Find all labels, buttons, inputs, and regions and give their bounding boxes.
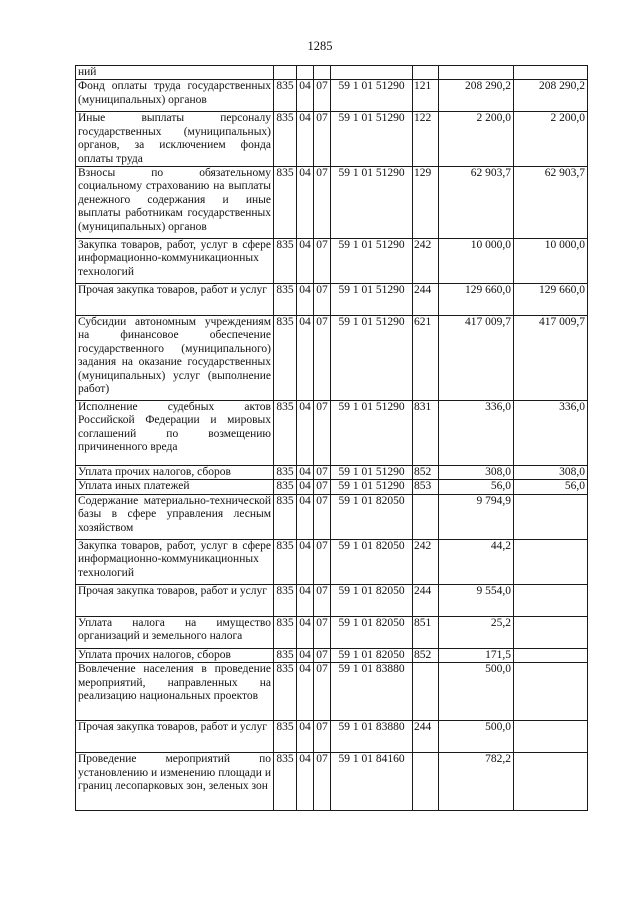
row-sum1-cell: 782,2 [439, 753, 514, 811]
row-vr-cell: 121 [413, 80, 439, 112]
row-pr-cell: 07 [314, 239, 331, 284]
row-sum2-cell [514, 648, 588, 662]
table-row [76, 663, 588, 721]
row-gr-cell [274, 66, 297, 80]
row-name-cell: Уплата прочих налогов, сборов [76, 648, 274, 662]
row-cs-cell: 59 1 01 51290 [331, 239, 413, 284]
row-name-cell: Содержание материально-технической базы в сфере управления лесным хозяйством [76, 494, 274, 539]
row-vr-cell: 129 [413, 167, 439, 239]
row-vr-cell: 244 [413, 721, 439, 753]
row-cs-cell: 59 1 01 51290 [331, 167, 413, 239]
row-pr-cell: 07 [314, 663, 331, 721]
row-rz-cell: 04 [297, 239, 314, 284]
row-sum2-cell [514, 663, 588, 721]
table-body [76, 66, 588, 811]
row-gr-cell: 835 [274, 616, 297, 648]
table-row [76, 753, 588, 811]
row-sum1-cell: 336,0 [439, 401, 514, 466]
page-number: 1285 [307, 39, 333, 53]
row-cs-cell: 59 1 01 83880 [331, 721, 413, 753]
row-rz-cell: 04 [297, 663, 314, 721]
row-rz-cell [297, 66, 314, 80]
row-sum2-cell [514, 753, 588, 811]
row-sum1-cell: 9 794,9 [439, 494, 514, 539]
table-row [76, 66, 588, 80]
row-vr-cell: 831 [413, 401, 439, 466]
row-rz-cell: 04 [297, 316, 314, 401]
row-sum2-cell [514, 66, 588, 80]
row-sum2-cell: 129 660,0 [514, 284, 588, 316]
row-sum1-cell: 62 903,7 [439, 167, 514, 239]
row-rz-cell: 04 [297, 112, 314, 167]
row-rz-cell: 04 [297, 284, 314, 316]
row-vr-cell: 851 [413, 616, 439, 648]
row-cs-cell: 59 1 01 51290 [331, 316, 413, 401]
row-gr-cell: 835 [274, 466, 297, 480]
row-rz-cell: 04 [297, 648, 314, 662]
row-cs-cell: 59 1 01 82050 [331, 616, 413, 648]
row-pr-cell: 07 [314, 284, 331, 316]
row-sum2-cell [514, 539, 588, 584]
row-vr-cell: 853 [413, 480, 439, 494]
row-vr-cell [413, 494, 439, 539]
row-name-cell: Закупка товаров, работ, услуг в сфере информационно-коммуникационных технологий [76, 539, 274, 584]
row-sum2-cell: 417 009,7 [514, 316, 588, 401]
row-gr-cell: 835 [274, 494, 297, 539]
row-sum2-cell: 56,0 [514, 480, 588, 494]
row-sum1-cell: 500,0 [439, 663, 514, 721]
row-name-cell: Уплата иных платежей [76, 480, 274, 494]
table-row [76, 721, 588, 753]
row-rz-cell: 04 [297, 167, 314, 239]
row-sum1-cell: 2 200,0 [439, 112, 514, 167]
row-name-cell: Вовлечение населения в проведение мероприятий, направленных на реализацию национальных проектов [76, 663, 274, 721]
row-pr-cell: 07 [314, 167, 331, 239]
row-rz-cell: 04 [297, 539, 314, 584]
row-pr-cell: 07 [314, 753, 331, 811]
row-name-cell: Прочая закупка товаров, работ и услуг [76, 721, 274, 753]
table-row [76, 480, 588, 494]
row-gr-cell: 835 [274, 316, 297, 401]
row-pr-cell: 07 [314, 539, 331, 584]
row-gr-cell: 835 [274, 480, 297, 494]
row-pr-cell: 07 [314, 80, 331, 112]
row-cs-cell: 59 1 01 51290 [331, 466, 413, 480]
row-gr-cell: 835 [274, 663, 297, 721]
row-sum1-cell [439, 66, 514, 80]
row-name-cell: Уплата прочих налогов, сборов [76, 466, 274, 480]
row-vr-cell: 244 [413, 284, 439, 316]
table-row [76, 316, 588, 401]
row-gr-cell: 835 [274, 80, 297, 112]
table-row [76, 466, 588, 480]
row-pr-cell: 07 [314, 316, 331, 401]
row-rz-cell: 04 [297, 584, 314, 616]
row-vr-cell: 122 [413, 112, 439, 167]
row-sum1-cell: 500,0 [439, 721, 514, 753]
row-pr-cell: 07 [314, 584, 331, 616]
row-rz-cell: 04 [297, 494, 314, 539]
row-pr-cell: 07 [314, 480, 331, 494]
row-vr-cell: 242 [413, 239, 439, 284]
row-rz-cell: 04 [297, 721, 314, 753]
row-sum2-cell: 10 000,0 [514, 239, 588, 284]
row-cs-cell [331, 66, 413, 80]
row-gr-cell: 835 [274, 721, 297, 753]
row-cs-cell: 59 1 01 51290 [331, 80, 413, 112]
table-row [76, 539, 588, 584]
row-sum1-cell: 10 000,0 [439, 239, 514, 284]
row-sum1-cell: 9 554,0 [439, 584, 514, 616]
row-name-cell: Прочая закупка товаров, работ и услуг [76, 284, 274, 316]
row-pr-cell: 07 [314, 616, 331, 648]
row-pr-cell: 07 [314, 112, 331, 167]
table-row [76, 239, 588, 284]
row-pr-cell: 07 [314, 401, 331, 466]
row-vr-cell [413, 66, 439, 80]
row-rz-cell: 04 [297, 80, 314, 112]
row-name-cell: Уплата налога на имущество организаций и земельного налога [76, 616, 274, 648]
row-gr-cell: 835 [274, 753, 297, 811]
row-cs-cell: 59 1 01 51290 [331, 284, 413, 316]
table-row [76, 80, 588, 112]
row-sum1-cell: 25,2 [439, 616, 514, 648]
row-gr-cell: 835 [274, 284, 297, 316]
row-sum2-cell [514, 616, 588, 648]
row-pr-cell: 07 [314, 648, 331, 662]
row-vr-cell [413, 663, 439, 721]
row-sum2-cell: 308,0 [514, 466, 588, 480]
row-sum2-cell: 62 903,7 [514, 167, 588, 239]
row-name-cell: Прочая закупка товаров, работ и услуг [76, 584, 274, 616]
row-gr-cell: 835 [274, 539, 297, 584]
row-rz-cell: 04 [297, 401, 314, 466]
row-vr-cell: 621 [413, 316, 439, 401]
table-row [76, 584, 588, 616]
row-cs-cell: 59 1 01 82050 [331, 494, 413, 539]
table-row [76, 112, 588, 167]
row-gr-cell: 835 [274, 584, 297, 616]
row-pr-cell: 07 [314, 466, 331, 480]
row-name-cell: Субсидии автономным учреждениям на финансовое обеспечение государственного (муниципального) задания на оказание государственных (муниципальных) услуг (выполнение работ) [76, 316, 274, 401]
row-name-cell: Взносы по обязательному социальному страхованию на выплаты денежного содержания и иные выплаты работникам государственных (муниципальных) органов [76, 167, 274, 239]
row-name-cell: Фонд оплаты труда государственных (муниципальных) органов [76, 80, 274, 112]
row-sum1-cell: 417 009,7 [439, 316, 514, 401]
row-gr-cell: 835 [274, 239, 297, 284]
row-pr-cell [314, 66, 331, 80]
row-gr-cell: 835 [274, 648, 297, 662]
row-pr-cell: 07 [314, 494, 331, 539]
row-name-cell: Исполнение судебных актов Российской Федерации и мировых соглашений по возмещению причиненного вреда [76, 401, 274, 466]
table-row [76, 167, 588, 239]
row-cs-cell: 59 1 01 51290 [331, 401, 413, 466]
row-name-cell: Иные выплаты персоналу государственных (муниципальных) органов, за исключением фонда оплаты труда [76, 112, 274, 167]
row-rz-cell: 04 [297, 616, 314, 648]
row-rz-cell: 04 [297, 753, 314, 811]
row-cs-cell: 59 1 01 82050 [331, 539, 413, 584]
row-name-cell: Проведение мероприятий по установлению и изменению площади и границ лесопарковых зон, зеленых зон [76, 753, 274, 811]
row-sum2-cell [514, 494, 588, 539]
row-sum1-cell: 171,5 [439, 648, 514, 662]
row-cs-cell: 59 1 01 51290 [331, 112, 413, 167]
row-sum2-cell [514, 584, 588, 616]
row-sum1-cell: 56,0 [439, 480, 514, 494]
row-vr-cell: 852 [413, 648, 439, 662]
row-sum2-cell: 2 200,0 [514, 112, 588, 167]
row-vr-cell: 242 [413, 539, 439, 584]
row-cs-cell: 59 1 01 82050 [331, 648, 413, 662]
row-cs-cell: 59 1 01 82050 [331, 584, 413, 616]
table-row [76, 401, 588, 466]
row-gr-cell: 835 [274, 401, 297, 466]
row-pr-cell: 07 [314, 721, 331, 753]
row-sum2-cell [514, 721, 588, 753]
row-vr-cell [413, 753, 439, 811]
row-sum2-cell: 336,0 [514, 401, 588, 466]
row-sum1-cell: 308,0 [439, 466, 514, 480]
row-gr-cell: 835 [274, 167, 297, 239]
table-row [76, 284, 588, 316]
table-row [76, 494, 588, 539]
row-cs-cell: 59 1 01 84160 [331, 753, 413, 811]
row-cs-cell: 59 1 01 83880 [331, 663, 413, 721]
table-row [76, 648, 588, 662]
row-rz-cell: 04 [297, 466, 314, 480]
row-gr-cell: 835 [274, 112, 297, 167]
row-cs-cell: 59 1 01 51290 [331, 480, 413, 494]
budget-table [75, 65, 588, 811]
row-name-cell: ний [76, 66, 274, 80]
row-sum1-cell: 129 660,0 [439, 284, 514, 316]
row-rz-cell: 04 [297, 480, 314, 494]
row-sum2-cell: 208 290,2 [514, 80, 588, 112]
row-vr-cell: 852 [413, 466, 439, 480]
row-sum1-cell: 44,2 [439, 539, 514, 584]
row-vr-cell: 244 [413, 584, 439, 616]
row-name-cell: Закупка товаров, работ, услуг в сфере информационно-коммуникационных технологий [76, 239, 274, 284]
row-sum1-cell: 208 290,2 [439, 80, 514, 112]
table-row [76, 616, 588, 648]
